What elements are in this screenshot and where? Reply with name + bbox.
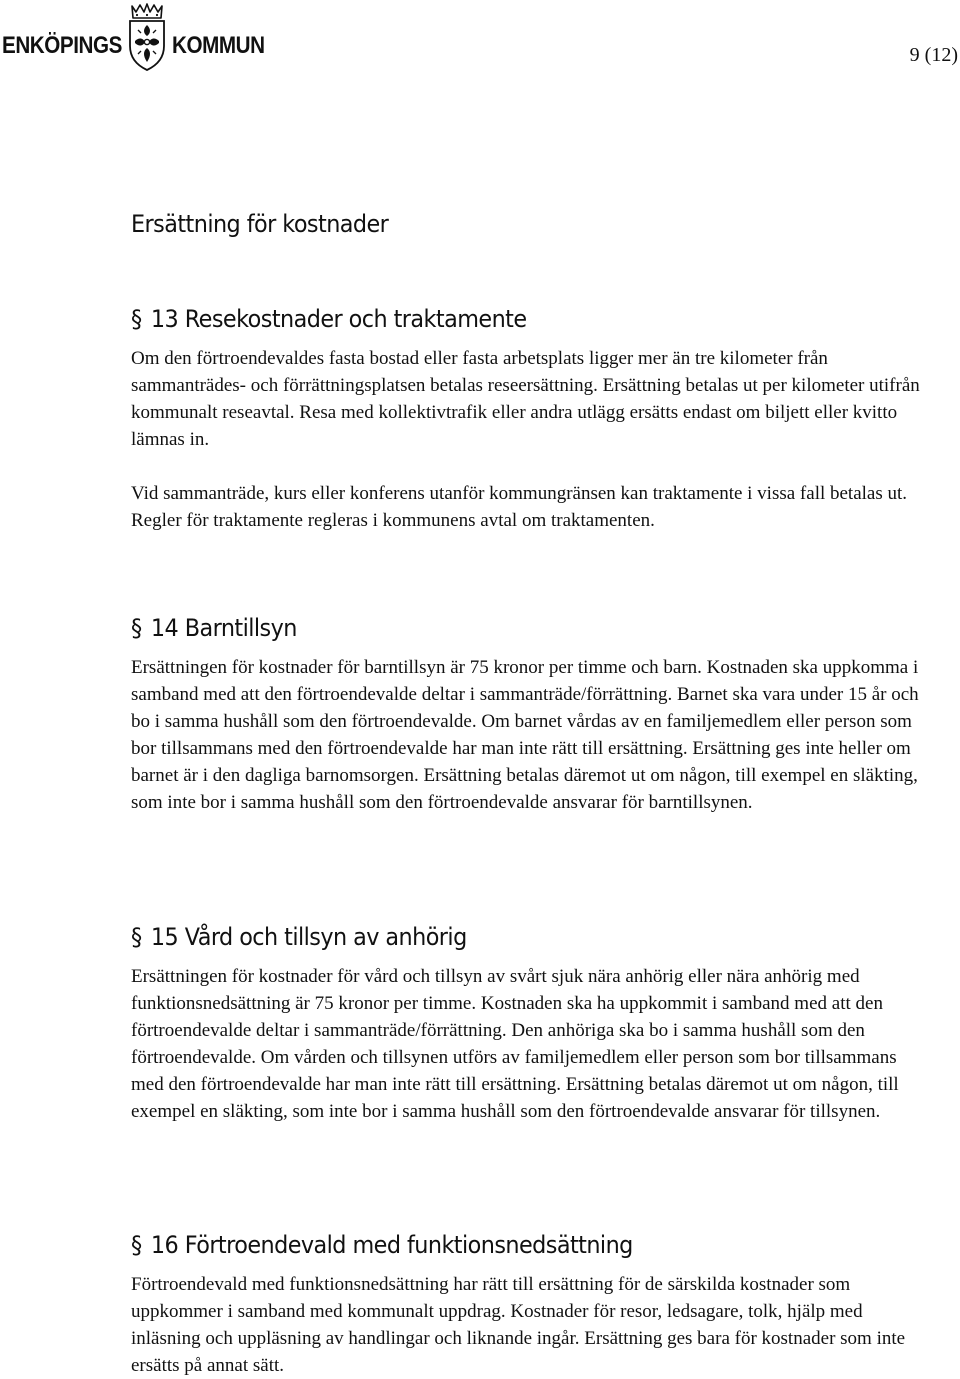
paragraph: Ersättningen för kostnader för barntillsyn är 75 kronor per timme och barn. Kostnaden ska uppkomma i samband med att den förtroendevalde deltar i sammanträde/förrättning. Barnet ska vara under 15 år och bo i samma hushåll som den förtroendevalde. Om barnet vårdas av en familjemedlem eller person som bor tillsammans med den förtroendevalde har man inte rätt till ersättning. Ersättning ges inte heller om barnet är i den dagliga barnomsorgen. Ersättning betalas däremot ut om någon, till exempel en släkting, som inte bor i samma hushåll som den förtroendevalde ansvarar för barntillsynen. [131,657,919,813]
paragraph: Vid sammanträde, kurs eller konferens utanför kommungränsen kan traktamente i vissa fall betalas ut. Regler för traktamente regleras i kommunens avtal om traktamenten. [131,483,908,531]
section-16 [131,1229,931,1379]
section-body [131,345,931,534]
paragraph-sign: § [131,1231,142,1259]
section-15 [131,921,931,1125]
section-title: 13 Resekostnader och traktamente [150,305,527,333]
section-title: 15 Vård och tillsyn av anhörig [150,923,467,951]
section-body [131,963,931,1125]
paragraph: Förtroendevald med funktionsnedsättning har rätt till ersättning för de särskilda kostnader som uppkommer i samband med kommunalt uppdrag. Kostnader för resor, ledsagare, tolk, hjälp med inläsning och uppläsning av handlingar och liknande ingår. Ersättning ges bara för kostnader som inte ersätts på annat sätt. [131,1274,906,1376]
document-title: Ersättning för kostnader [131,210,389,238]
municipality-logo [2,2,274,72]
paragraph-sign: § [131,614,142,642]
paragraph-sign: § [131,923,142,951]
paragraph: Om den förtroendevaldes fasta bostad eller fasta arbetsplats ligger mer än tre kilometer från sammanträdes- och förrättningsplatsen betalas reseersättning. Ersättning betalas ut per kilometer utifrån kommunalt reseavtal. Resa med kollektivtrafik eller andra utlägg ersätts endast om biljett eller kvitto lämnas in. [131,348,920,450]
section-heading [131,921,875,953]
municipal-crest-icon [126,2,168,72]
section-heading [131,612,875,644]
logo-text-kommun: KOMMUN [172,32,265,59]
section-heading [131,303,875,335]
paragraph-sign: § [131,305,142,333]
section-title: 14 Barntillsyn [150,614,297,642]
section-14 [131,612,931,816]
section-title: 16 Förtroendevald med funktionsnedsättning [150,1231,633,1259]
page-number: 9 (12) [909,44,958,66]
section-heading [131,1229,875,1261]
section-body [131,1271,931,1379]
logo-text-enkopings: ENKÖPINGS [2,32,122,59]
paragraph: Ersättningen för kostnader för vård och tillsyn av svårt sjuk nära anhörig eller nära anhörig med funktionsnedsättning är 75 kronor per timme. Kostnaden ska ha uppkommit i samband med att den förtroendevalde deltar i sammanträde/förrättning. Den anhöriga ska bo i samma hushåll som den förtroendevalde. Om vården och tillsynen utförs av familjemedlem eller person som bor tillsammans med den förtroendevalde har man inte rätt till ersättning. Ersättning betalas däremot ut om någon, till exempel en släkting, som inte bor i samma hushåll som den förtroendevalde ansvarar för tillsynen. [131,966,899,1122]
section-body [131,654,931,816]
section-13 [131,303,931,534]
page-header [0,0,960,80]
